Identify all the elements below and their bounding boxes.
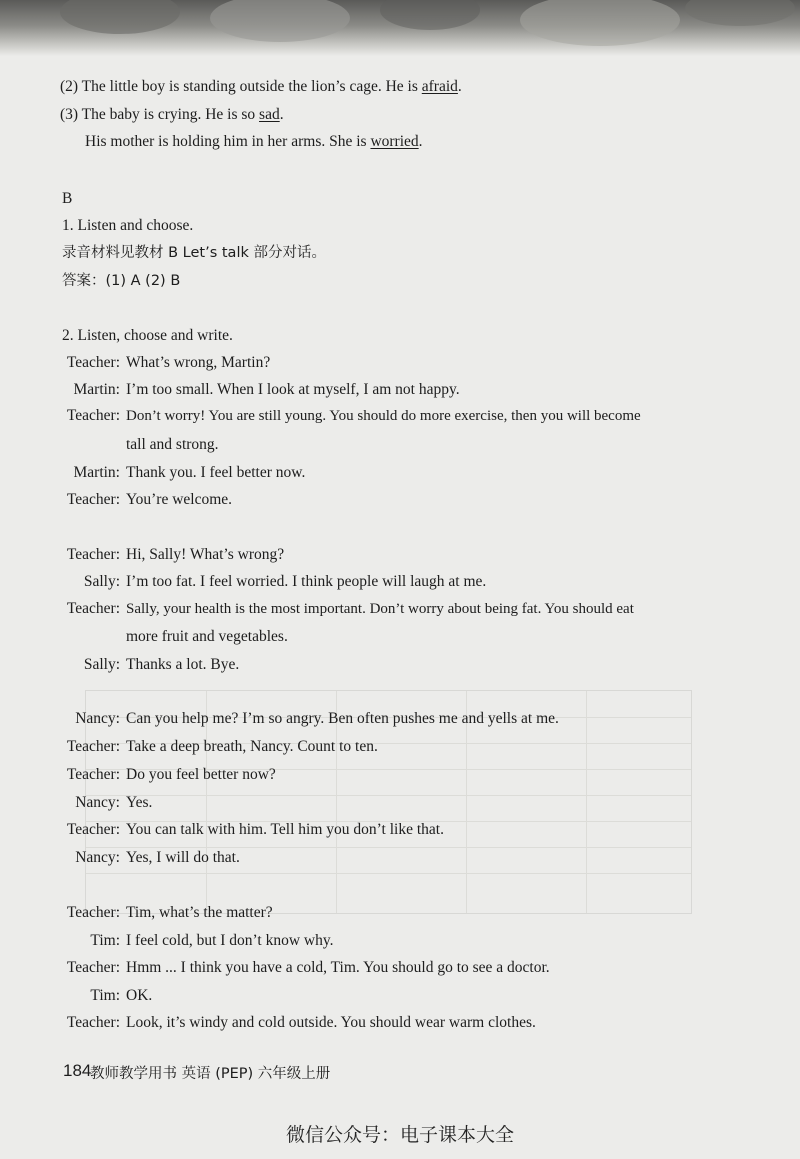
dialogue-line: Don’t worry! You are still young. You should do more exercise, then you will become	[126, 408, 641, 424]
header-photo-strip	[0, 0, 800, 56]
dialogue-line: What’s wrong, Martin?	[126, 354, 271, 371]
item-3-text: (3) The baby is crying. He is so	[60, 106, 260, 123]
speaker: Teacher:	[66, 354, 120, 371]
item-3b-period: .	[418, 133, 423, 150]
speaker: Teacher:	[66, 904, 120, 921]
dialogue-line: Yes, I will do that.	[126, 849, 240, 866]
exercise-a-item-3	[60, 105, 284, 125]
speaker: Teacher:	[66, 959, 120, 976]
dialogue-line: Hi, Sally! What’s wrong?	[126, 546, 285, 563]
dialogue-line-continuation: more fruit and vegetables.	[126, 628, 288, 645]
item-3b-answer: worried	[370, 133, 419, 150]
exercise-a-item-2	[60, 77, 462, 97]
dialogue-line: OK.	[126, 987, 153, 1004]
item-2-answer: afraid	[421, 78, 458, 95]
watermark-text: 微信公众号：电子课本大全	[285, 1124, 514, 1146]
dialogue-line: Look, it’s windy and cold outside. You should wear warm clothes.	[126, 1014, 536, 1031]
task-1-note: 录音材料见教材 B Let’s talk 部分对话。	[62, 245, 326, 261]
dialogue-line: I’m too small. When I look at myself, I am not happy.	[126, 381, 460, 398]
item-2-text: (2) The little boy is standing outside the lion’s cage. He is	[60, 78, 422, 95]
dialogue-line: Do you feel better now?	[126, 766, 276, 783]
speaker: Nancy:	[75, 794, 120, 811]
header-photo-decoration	[0, 0, 800, 56]
dialogue-line: Thank you. I feel better now.	[126, 464, 306, 481]
speaker: Tim:	[90, 987, 120, 1004]
speaker: Teacher:	[66, 546, 120, 563]
speaker: Teacher:	[66, 821, 120, 838]
page-number: 184	[63, 1061, 92, 1080]
dialogue-line: Thanks a lot. Bye.	[126, 656, 240, 673]
item-3b-text: His mother is holding him in her arms. She is	[85, 133, 371, 150]
dialogue-line: You’re welcome.	[126, 491, 233, 508]
speaker: Nancy:	[75, 710, 120, 727]
speaker: Teacher:	[66, 1014, 120, 1031]
task-2-title: 2. Listen, choose and write.	[62, 327, 233, 344]
section-b-heading: B	[62, 190, 73, 207]
dialogue-line: Hmm ... I think you have a cold, Tim. You should go to see a doctor.	[126, 959, 550, 976]
dialogue-line: Tim, what’s the matter?	[126, 904, 273, 921]
speaker: Tim:	[90, 932, 120, 949]
speaker: Teacher:	[66, 491, 120, 508]
book-title: 教师教学用书 英语 (PEP) 六年级上册	[90, 1066, 331, 1082]
speaker: Teacher:	[66, 766, 120, 783]
item-2-period: .	[457, 78, 462, 95]
speaker: Martin:	[73, 381, 120, 398]
speaker: Martin:	[73, 464, 120, 481]
speaker: Nancy:	[75, 849, 120, 866]
item-3-answer: sad	[259, 106, 280, 123]
exercise-a-item-3b	[85, 132, 423, 152]
dialogue-line: Yes.	[126, 794, 153, 811]
item-3-period: .	[279, 106, 284, 123]
speaker: Teacher:	[66, 738, 120, 755]
dialogue-line: Can you help me? I’m so angry. Ben often pushes me and yells at me.	[126, 710, 559, 727]
task-1-answer: 答案：(1) A (2) B	[62, 273, 181, 289]
dialogue-line: You can talk with him. Tell him you don’t like that.	[126, 821, 444, 838]
speaker: Sally:	[83, 656, 120, 673]
speaker: Teacher:	[66, 407, 120, 424]
task-1-title: 1. Listen and choose.	[62, 217, 194, 234]
speaker: Teacher:	[66, 600, 120, 617]
dialogue-line: Sally, your health is the most important. Don’t worry about being fat. You should eat	[126, 601, 634, 617]
dialogue-line: I’m too fat. I feel worried. I think people will laugh at me.	[126, 573, 487, 590]
dialogue-line: I feel cold, but I don’t know why.	[126, 932, 334, 949]
speaker: Sally:	[83, 573, 120, 590]
dialogue-line-continuation: tall and strong.	[126, 436, 219, 453]
dialogue-line: Take a deep breath, Nancy. Count to ten.	[126, 738, 378, 755]
